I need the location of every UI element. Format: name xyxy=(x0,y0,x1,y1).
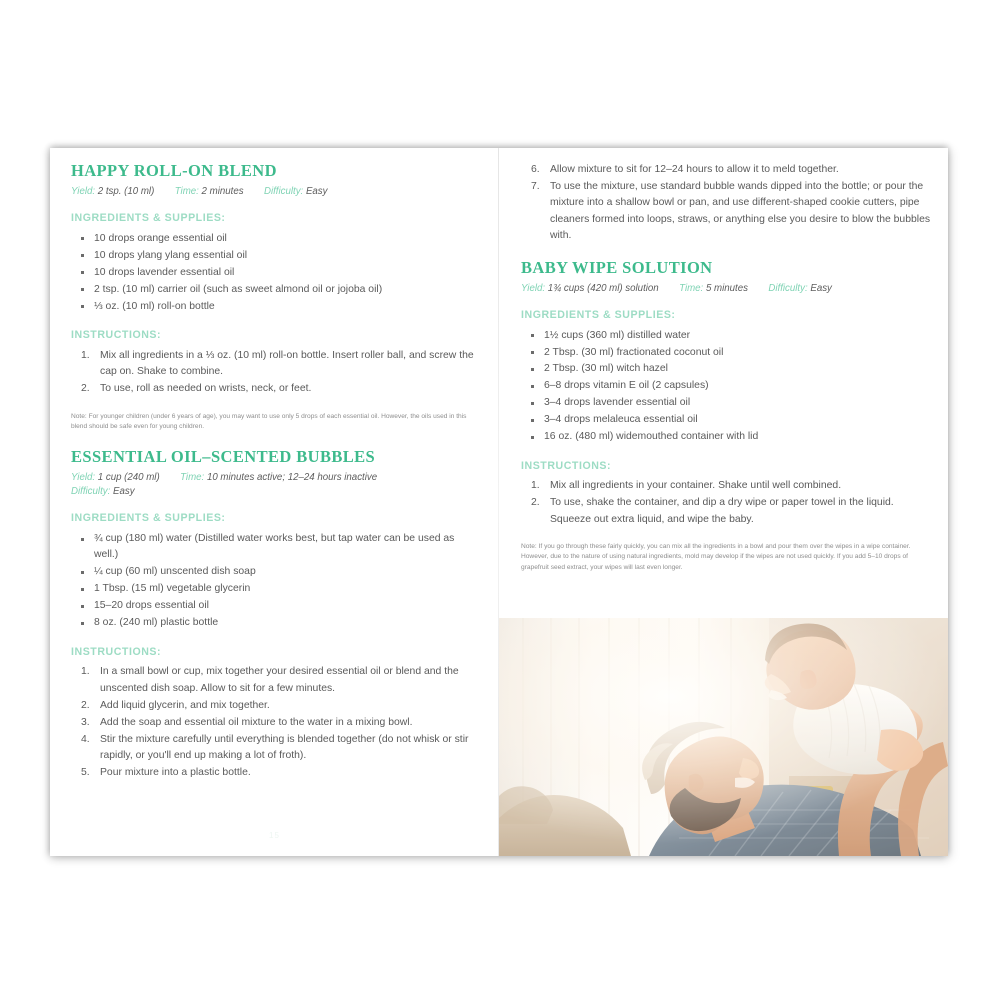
list-item: Stir the mixture carefully until everything is blended together (do not whisk or stir rapidly, or you'll end up making a lot of froth). xyxy=(100,733,469,762)
yield-label: Yield: xyxy=(521,282,546,294)
time-label: Time: xyxy=(679,282,704,294)
recipe-happy-roll-on-blend xyxy=(71,162,477,432)
list-item: In a small bowl or cup, mix together your desired essential oil or blend and the unscented dish soap. Allow to sit for a few minutes. xyxy=(100,666,459,694)
continued-instructions-list xyxy=(521,162,934,245)
list-item: ¼ cup (60 ml) unscented dish soap xyxy=(79,564,477,580)
list-item: ¾ cup (180 ml) water (Distilled water works best, but tap water can be used as well.) xyxy=(79,531,477,564)
list-item: Pour mixture into a plastic bottle. xyxy=(100,766,251,778)
list-item: 10 drops lavender essential oil xyxy=(79,265,477,281)
recipe-essential-oil-scented-bubbles xyxy=(71,448,477,781)
list-item: 10 drops ylang ylang essential oil xyxy=(79,248,477,264)
list-item: Mix all ingredients in a ⅓ oz. (10 ml) roll-on bottle. Insert roller ball, and screw the cap on. Shake to combine. xyxy=(100,349,474,378)
recipe-note: Note: If you go through these fairly quickly, you can mix all the ingredients in a bowl and pour them over the wipes in a wipe container. However, due to the nature of using natural ingredients, mold may develop if the wipes are not used quickly. If you add 5–10 drops of grapefruit seed extract, your wipes will last even longer. xyxy=(521,543,911,571)
difficulty-value: Easy xyxy=(113,486,135,498)
list-item: 15–20 drops essential oil xyxy=(79,598,477,614)
time-value: 2 minutes xyxy=(201,186,244,198)
list-item: 3–4 drops melaleuca essential oil xyxy=(529,412,934,428)
list-item: Add liquid glycerin, and mix together. xyxy=(100,699,270,711)
time-label: Time: xyxy=(174,186,199,198)
list-item: 2 Tbsp. (30 ml) fractionated coconut oil xyxy=(529,345,934,361)
list-item: 16 oz. (480 ml) widemouthed container with lid xyxy=(529,429,934,445)
ingredients-heading: INGREDIENTS & SUPPLIES: xyxy=(71,512,226,525)
difficulty-label: Difficulty: xyxy=(263,186,304,198)
photo-illustration xyxy=(499,618,948,856)
list-item: 1½ cups (360 ml) distilled water xyxy=(529,328,934,344)
ingredients-heading: INGREDIENTS & SUPPLIES: xyxy=(71,212,226,225)
instructions-list xyxy=(71,348,477,398)
recipe-meta xyxy=(71,185,477,199)
instructions-heading: INSTRUCTIONS: xyxy=(71,329,162,342)
recipe-meta xyxy=(71,471,477,499)
yield-value: 2 tsp. (10 ml) xyxy=(97,186,155,198)
recipe-title: ESSENTIAL OIL–SCENTED BUBBLES xyxy=(71,447,376,467)
list-item: To use, shake the container, and dip a dry wipe or paper towel in the liquid. Squeeze out extra liquid, and wipe the baby. xyxy=(550,497,894,525)
time-label: Time: xyxy=(180,472,205,484)
ingredients-heading: INGREDIENTS & SUPPLIES: xyxy=(521,308,676,321)
instructions-list xyxy=(521,478,934,528)
list-item: Add the soap and essential oil mixture to the water in a mixing bowl. xyxy=(100,716,413,728)
ingredients-list xyxy=(521,328,934,446)
list-item: To use the mixture, use standard bubble wands dipped into the bottle; or pour the mixture into a shallow bowl or pan, and use different-shaped cookie cutters, pipe cleaners formed into loops, straws, or anything else you desire to blow the bubbles with. xyxy=(550,180,931,242)
recipe-title: BABY WIPE SOLUTION xyxy=(521,257,713,277)
list-item: 1 Tbsp. (15 ml) vegetable glycerin xyxy=(79,581,477,597)
difficulty-value: Easy xyxy=(305,186,328,198)
list-item: ⅓ oz. (10 ml) roll-on bottle xyxy=(79,299,477,315)
list-item: Allow mixture to sit for 12–24 hours to allow it to meld together. xyxy=(550,164,839,175)
ingredients-list xyxy=(71,531,477,632)
list-item: 2 Tbsp. (30 ml) witch hazel xyxy=(529,361,934,377)
time-value: 5 minutes xyxy=(705,282,748,294)
yield-label: Yield: xyxy=(71,186,96,198)
difficulty-label: Difficulty: xyxy=(768,282,808,294)
recipe-meta xyxy=(521,282,934,296)
list-item: 8 oz. (240 ml) plastic bottle xyxy=(79,615,477,631)
right-page xyxy=(499,148,948,856)
ingredients-list xyxy=(71,231,477,315)
family-photo xyxy=(499,618,948,856)
list-item: 10 drops orange essential oil xyxy=(79,231,477,247)
recipe-note: Note: For younger children (under 6 years of age), you may want to use only 5 drops of each essential oil. However, the oils used in this blend should be safe even for young children. xyxy=(71,412,467,430)
list-item: 3–4 drops lavender essential oil xyxy=(529,395,934,411)
page-number: 15 xyxy=(269,831,280,840)
yield-value: 1 cup (240 ml) xyxy=(97,472,160,484)
yield-value: 1¾ cups (420 ml) solution xyxy=(547,282,659,294)
instructions-heading: INSTRUCTIONS: xyxy=(71,645,162,658)
left-page xyxy=(50,148,499,856)
difficulty-value: Easy xyxy=(810,282,832,294)
book-fold-line xyxy=(498,148,499,856)
recipe-baby-wipe-solution xyxy=(521,259,934,573)
recipe-title: HAPPY ROLL-ON BLEND xyxy=(71,161,277,180)
difficulty-label: Difficulty: xyxy=(71,486,111,498)
book-spread xyxy=(50,148,948,856)
list-item: 2 tsp. (10 ml) carrier oil (such as sweet almond oil or jojoba oil) xyxy=(79,282,477,298)
time-value: 10 minutes active; 12–24 hours inactive xyxy=(206,472,378,484)
list-item: 6–8 drops vitamin E oil (2 capsules) xyxy=(529,378,934,394)
instructions-heading: INSTRUCTIONS: xyxy=(521,459,612,472)
list-item: To use, roll as needed on wrists, neck, or feet. xyxy=(100,383,312,395)
yield-label: Yield: xyxy=(71,472,96,484)
list-item: Mix all ingredients in your container. Shake until well combined. xyxy=(550,480,842,492)
instructions-list xyxy=(71,664,477,781)
